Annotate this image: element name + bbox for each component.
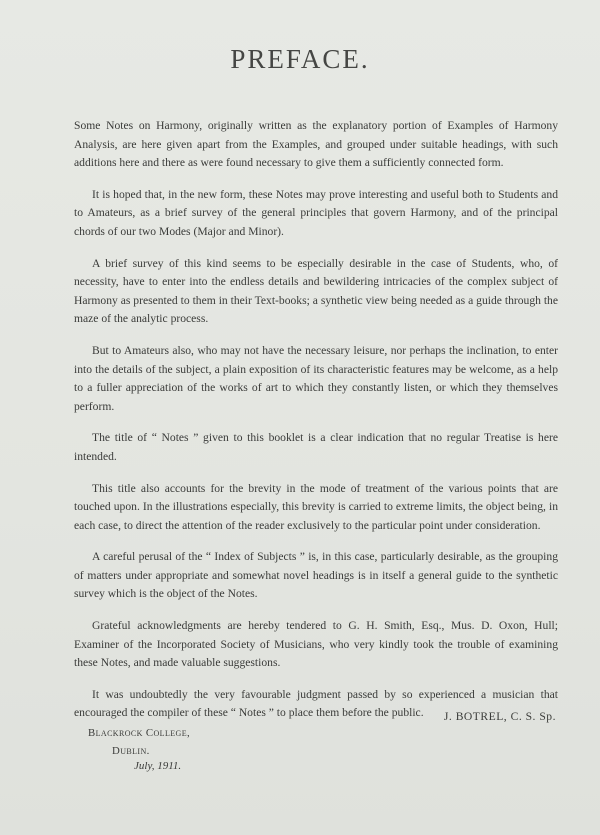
- paragraph-4: But to Amateurs also, who may not have the necessary leisure, nor perhaps the inclination, to enter into the details of the subject, a plain exposition of its characteristic features may be welcome, as a help to a fuller appreciation of the works of art to which they constantly listen, or which they themselves perform.: [74, 343, 558, 413]
- preface-date: July, 1911.: [134, 760, 182, 772]
- author-address: [88, 724, 190, 760]
- paragraph-5: The title of “ Notes ” given to this booklet is a clear indication that no regular Treatise is here intended.: [74, 431, 558, 463]
- paragraph-7: A careful perusal of the “ Index of Subjects ” is, in this case, particularly desirable, as the grouping of matters under appropriate and somewhat novel headings is in itself a general guide to the synthetic survey which is the object of the Notes.: [74, 550, 558, 601]
- address-line-1: Blackrock College,: [88, 727, 191, 739]
- author-signature: J. BOTREL, C. S. Sp.: [443, 710, 556, 723]
- paragraph-2: It is hoped that, in the new form, these Notes may prove interesting and useful both to Students and to Amateurs, as a brief survey of the general principles that govern Harmony, and of the principal chords of our two Modes (Major and Minor).: [74, 187, 558, 238]
- paragraph-6: This title also accounts for the brevity in the mode of treatment of the various points that are touched upon. In the illustrations especially, this brevity is carried to extreme limits, the object being, in each case, to direct the attention of the reader exclusively to the particular point under consideration.: [74, 481, 558, 532]
- paragraph-1: Some Notes on Harmony, originally written as the explanatory portion of Examples of Harmony Analysis, are here given apart from the Examples, and grouped under suitable headings, with such additions here and there as were found necessary to give them a sufficiently connected form.: [74, 119, 558, 170]
- paragraph-9: It was undoubtedly the very favourable judgment passed by so experienced a musician that encouraged the compiler of these “ Notes ” to place them before the public.: [74, 687, 558, 720]
- preface-body: [74, 117, 558, 736]
- address-line-2: Dublin.: [112, 745, 150, 757]
- paragraph-8: Grateful acknowledgments are hereby tendered to G. H. Smith, Esq., Mus. D. Oxon, Hull; Examiner of the Incorporated Society of Musicians, who very kindly took the trouble of examining these Notes, and made valuable suggestions.: [74, 619, 558, 670]
- paragraph-3: A brief survey of this kind seems to be especially desirable in the case of Students, who, of necessity, have to enter into the endless details and bewildering intricacies of the complex subject of Harmony as presented to them in their Text-books; a synthetic view being needed as a guide through the maze of the analytic process.: [74, 256, 558, 326]
- page-title: PREFACE.: [230, 44, 370, 74]
